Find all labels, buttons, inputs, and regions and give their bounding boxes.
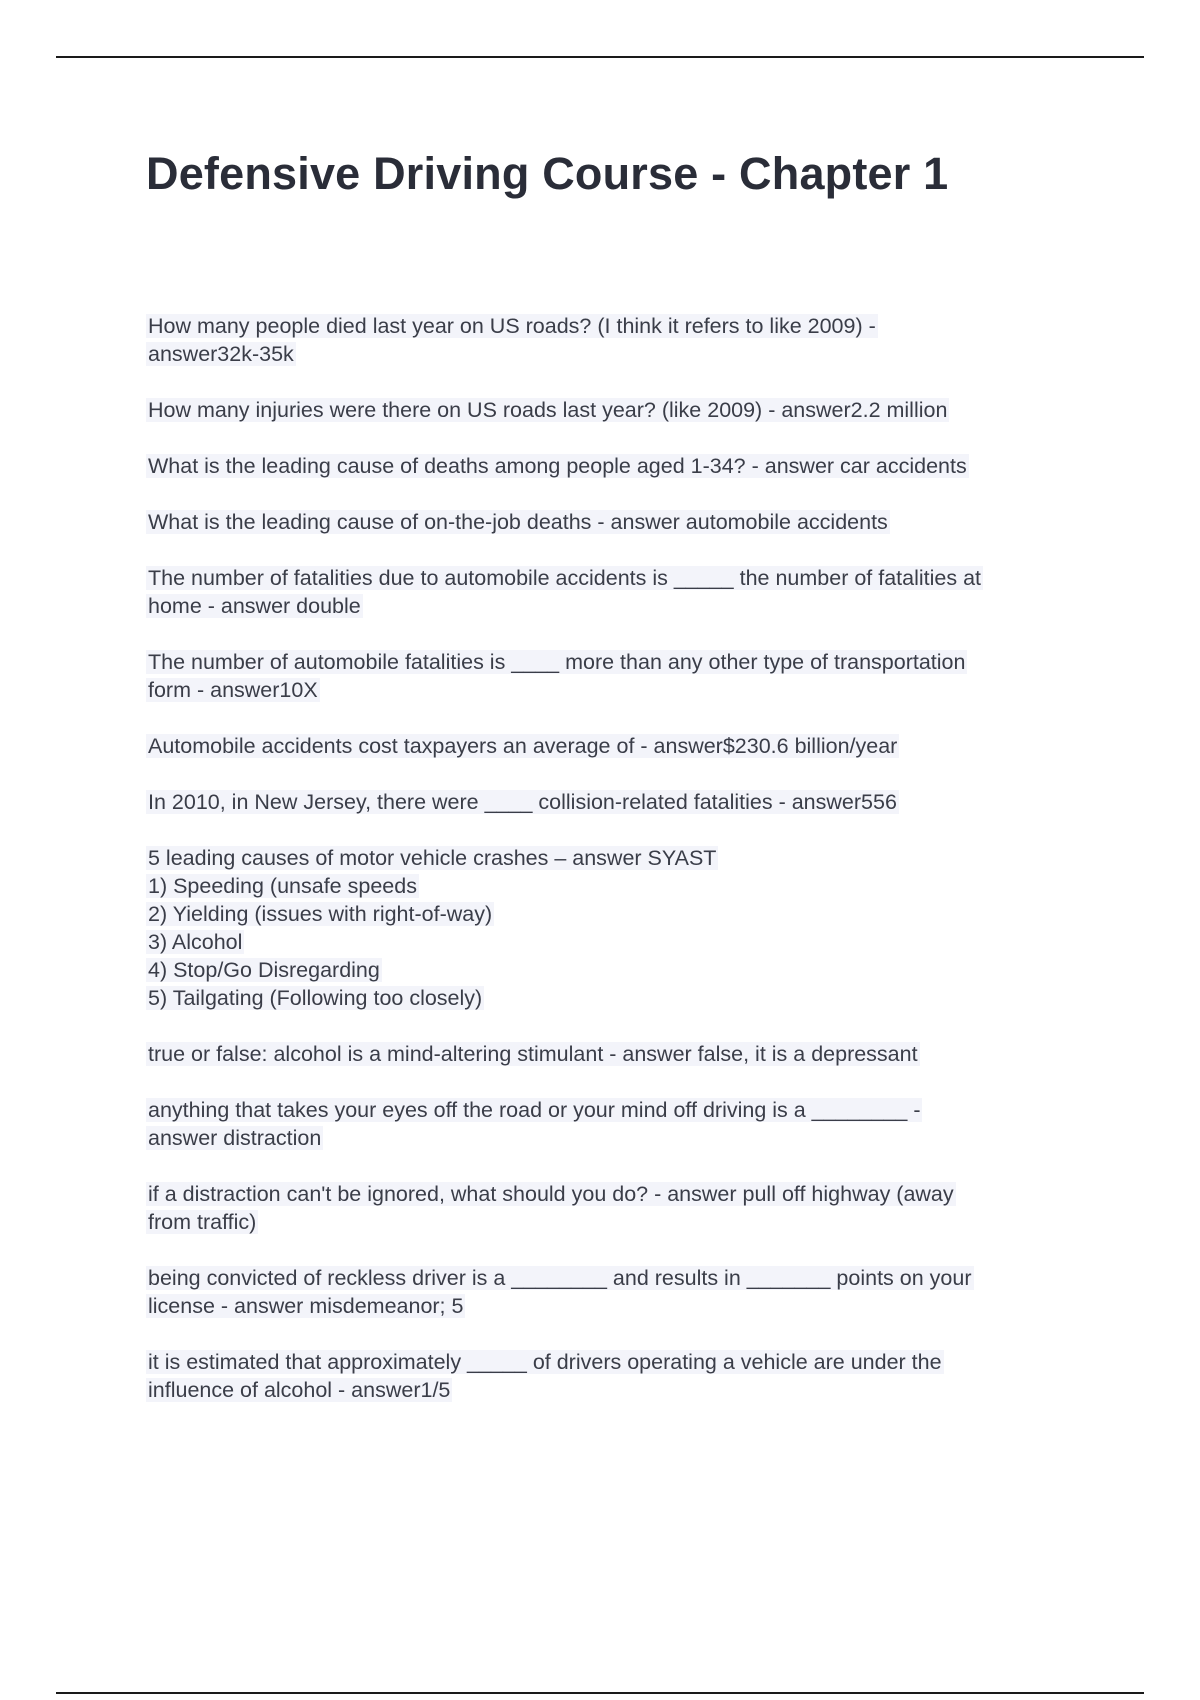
qa-text: Automobile accidents cost taxpayers an average of - answer$230.6 billion/year <box>148 734 898 758</box>
qa-text: home - answer double <box>148 594 361 618</box>
qa-line <box>146 396 1096 424</box>
qa-item <box>146 788 1096 816</box>
qa-line <box>146 872 1096 900</box>
qa-text: if a distraction can't be ignored, what should you do? - answer pull off highway (away <box>148 1182 954 1206</box>
qa-line <box>146 1040 1096 1068</box>
qa-text: influence of alcohol - answer1/5 <box>148 1378 451 1402</box>
qa-line <box>146 676 1096 704</box>
qa-item <box>146 732 1096 760</box>
qa-text: it is estimated that approximately _____ of drivers operating a vehicle are under the <box>148 1350 942 1374</box>
qa-text: In 2010, in New Jersey, there were ____ collision-related fatalities - answer556 <box>148 790 897 814</box>
qa-item <box>146 1096 1096 1152</box>
qa-text: answer32k-35k <box>148 342 294 366</box>
qa-item <box>146 844 1096 1012</box>
bottom-divider <box>56 1692 1144 1694</box>
qa-text: 5 leading causes of motor vehicle crashes – answer SYAST <box>148 846 717 870</box>
qa-item <box>146 648 1096 704</box>
qa-text: anything that takes your eyes off the road or your mind off driving is a ________ - <box>148 1098 921 1122</box>
qa-text: The number of fatalities due to automobile accidents is _____ the number of fatalities at <box>148 566 982 590</box>
qa-line <box>146 844 1096 872</box>
top-divider <box>56 56 1144 58</box>
qa-text: true or false: alcohol is a mind-altering stimulant - answer false, it is a depressant <box>148 1042 918 1066</box>
qa-item <box>146 508 1096 536</box>
qa-line <box>146 452 1096 480</box>
qa-line <box>146 508 1096 536</box>
qa-line <box>146 928 1096 956</box>
question-answer-list <box>146 312 1096 1432</box>
qa-line <box>146 592 1096 620</box>
qa-text: How many people died last year on US roads? (I think it refers to like 2009) - <box>148 314 876 338</box>
qa-text: What is the leading cause of on-the-job deaths - answer automobile accidents <box>148 510 888 534</box>
qa-line <box>146 1348 1096 1376</box>
qa-line <box>146 1376 1096 1404</box>
qa-item <box>146 396 1096 424</box>
qa-line <box>146 900 1096 928</box>
qa-line <box>146 1292 1096 1320</box>
qa-line <box>146 1180 1096 1208</box>
qa-item <box>146 1180 1096 1236</box>
qa-item <box>146 312 1096 368</box>
qa-item <box>146 452 1096 480</box>
qa-line <box>146 1264 1096 1292</box>
qa-line <box>146 1096 1096 1124</box>
qa-item <box>146 1040 1096 1068</box>
qa-line <box>146 340 1096 368</box>
qa-line <box>146 312 1096 340</box>
qa-line <box>146 732 1096 760</box>
qa-item <box>146 564 1096 620</box>
qa-item <box>146 1348 1096 1404</box>
qa-text: 5) Tailgating (Following too closely) <box>148 986 483 1010</box>
qa-line <box>146 984 1096 1012</box>
qa-text: answer distraction <box>148 1126 322 1150</box>
qa-item <box>146 1264 1096 1320</box>
qa-text: from traffic) <box>148 1210 257 1234</box>
qa-text: 4) Stop/Go Disregarding <box>148 958 380 982</box>
qa-line <box>146 564 1096 592</box>
qa-text: form - answer10X <box>148 678 318 702</box>
qa-line <box>146 1208 1096 1236</box>
qa-line <box>146 788 1096 816</box>
qa-text: being convicted of reckless driver is a ________ and results in _______ points on your <box>148 1266 972 1290</box>
page-title: Defensive Driving Course - Chapter 1 <box>146 148 949 199</box>
qa-text: 2) Yielding (issues with right-of-way) <box>148 902 493 926</box>
qa-text: 3) Alcohol <box>148 930 243 954</box>
qa-line <box>146 956 1096 984</box>
qa-text: license - answer misdemeanor; 5 <box>148 1294 464 1318</box>
qa-line <box>146 648 1096 676</box>
qa-text: What is the leading cause of deaths among people aged 1-34? - answer car accidents <box>148 454 967 478</box>
qa-text: How many injuries were there on US roads last year? (like 2009) - answer2.2 million <box>148 398 948 422</box>
qa-line <box>146 1124 1096 1152</box>
qa-text: 1) Speeding (unsafe speeds <box>148 874 417 898</box>
qa-text: The number of automobile fatalities is ____ more than any other type of transportation <box>148 650 966 674</box>
